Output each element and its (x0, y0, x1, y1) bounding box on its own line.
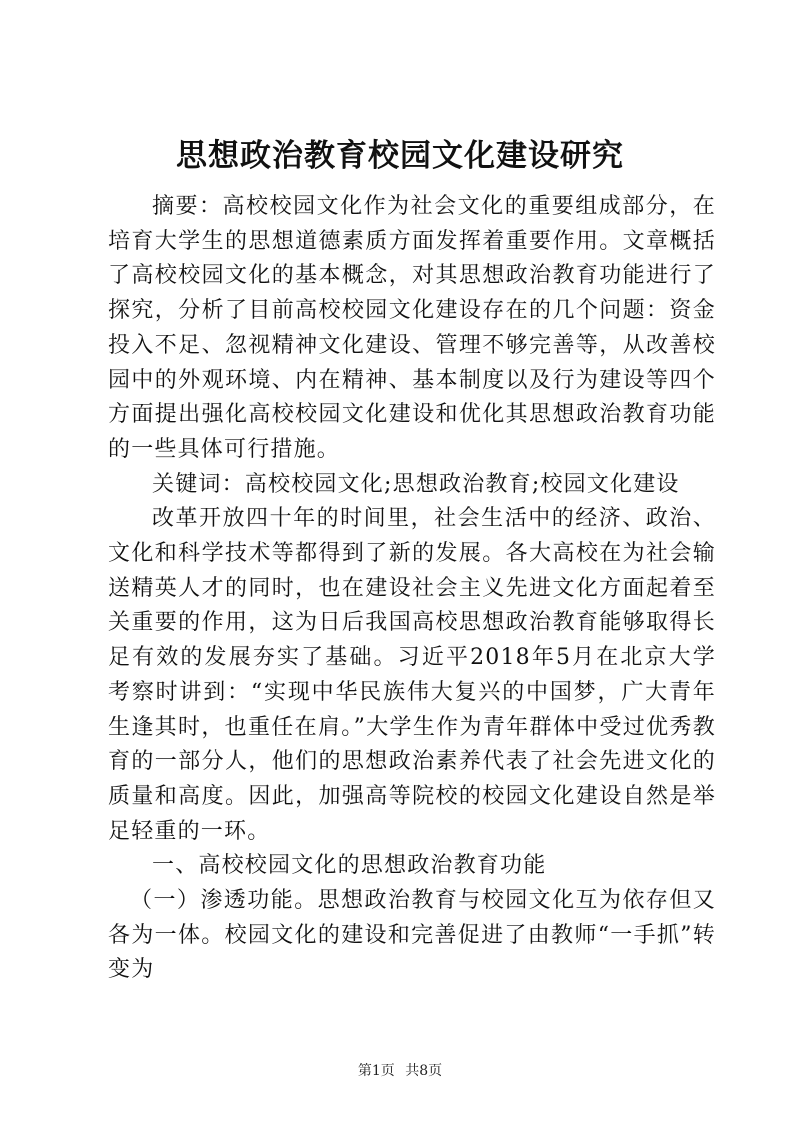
page-total: 共8页 (405, 1063, 443, 1079)
document-body (108, 190, 716, 988)
abstract-paragraph: 摘要：高校校园文化作为社会文化的重要组成部分，在培育大学生的思想道德素质方面发挥着重要作用。文章概括了高校校园文化的基本概念，对其思想政治教育功能进行了探究，分析了目前高校校园文化建设存在的几个问题：资金投入不足、忽视精神文化建设、管理不够完善等，从改善校园中的外观环境、内在精神、基本制度以及行为建设等四个方面提出强化高校校园文化建设和优化其思想政治教育功能的一些具体可行措施。 (108, 194, 716, 462)
intro-paragraph: 改革开放四十年的时间里，社会生活中的经济、政治、文化和科学技术等都得到了新的发展。各大高校在为社会输送精英人才的同时，也在建设社会主义先进文化方面起着至关重要的作用，这为日后我国高校思想政治教育能够取得长足有效的发展夯实了基础。习近平2018年5月在北京大学考察时讲到：“实现中华民族伟大复兴的中国梦，广大青年生逢其时，也重任在肩。”大学生作为青年群体中受过优秀教育的一部分人，他们的思想政治素养代表了社会先进文化的质量和高度。因此，加强高等院校的校园文化建设自然是举足轻重的一环。 (108, 506, 716, 844)
section-heading: 一、高校校园文化的思想政治教育功能 (152, 853, 547, 879)
keywords-paragraph: 关键词：高校校园文化;思想政治教育;校园文化建设 (152, 471, 680, 497)
page-number: 第1页 (357, 1063, 395, 1079)
subsection-paragraph: （一）渗透功能。思想政治教育与校园文化互为依存但又各为一体。校园文化的建设和完善促进了由教师“一手抓”转变为 (108, 888, 716, 983)
page-footer (0, 1061, 800, 1081)
document-title: 思想政治教育校园文化建设研究 (176, 138, 624, 174)
